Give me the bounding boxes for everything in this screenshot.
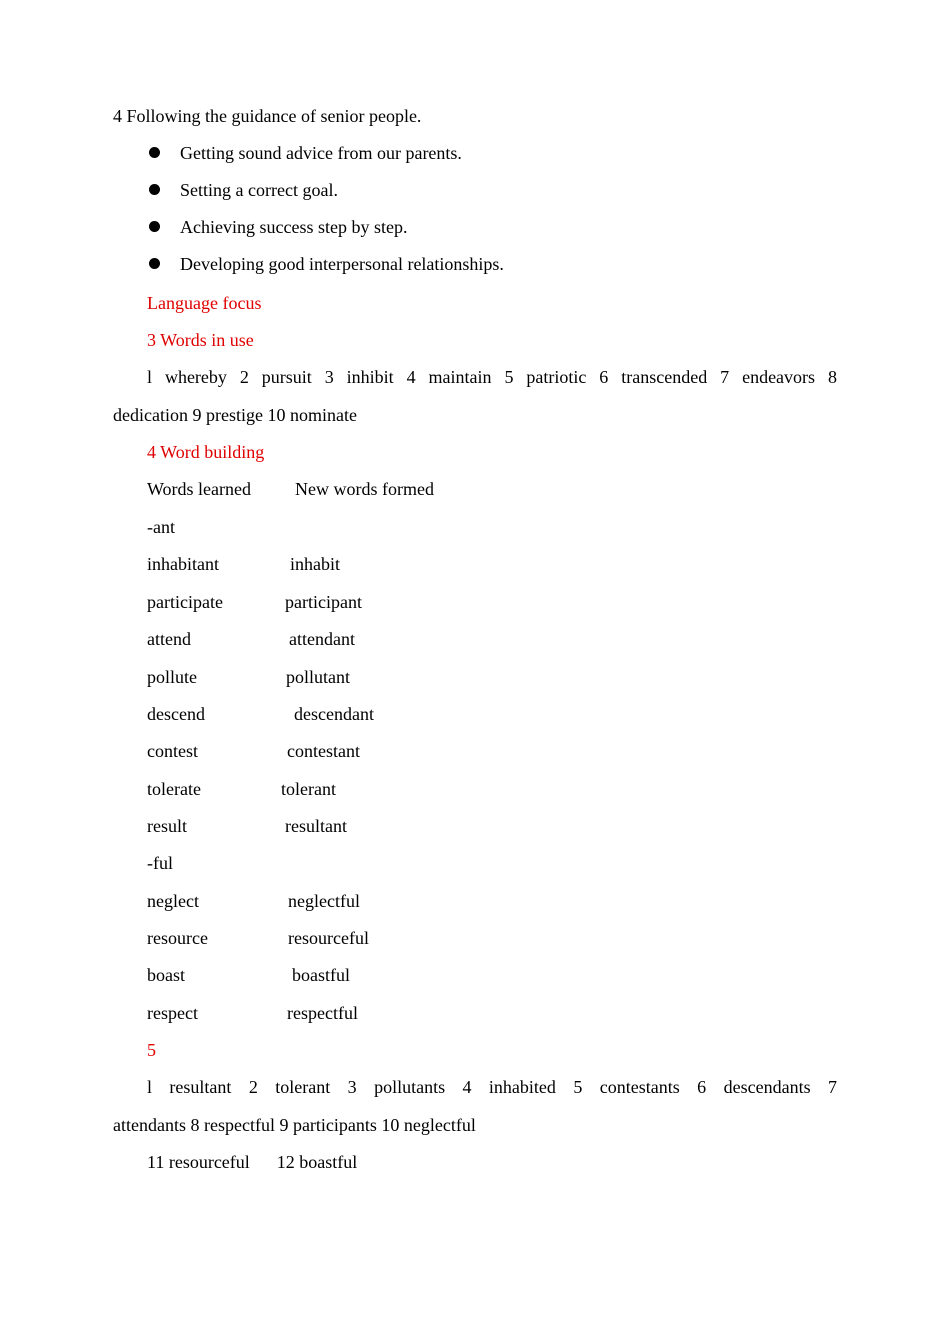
word-formed: respectful bbox=[287, 1003, 358, 1023]
word-learned: neglect bbox=[147, 891, 199, 911]
column-header-new-words: New words formed bbox=[295, 479, 434, 499]
word-learned: boast bbox=[147, 965, 185, 985]
word-formed: boastful bbox=[292, 965, 350, 985]
exercise-5-answers-line2: attendants 8 respectful 9 participants 10 neglectful bbox=[113, 1115, 476, 1135]
word-formed: participant bbox=[285, 592, 362, 612]
suffix-label-ant: -ant bbox=[147, 517, 175, 537]
word-learned: resource bbox=[147, 928, 208, 948]
word-learned: tolerate bbox=[147, 779, 201, 799]
bullet-dot-icon bbox=[149, 258, 160, 269]
word-learned: descend bbox=[147, 704, 205, 724]
bullet-text: Setting a correct goal. bbox=[180, 180, 338, 200]
words-in-use-answers-line1: l whereby 2 pursuit 3 inhibit 4 maintain 5 patriotic 6 transcended 7 endeavors 8 bbox=[147, 367, 837, 387]
word-formed: descendant bbox=[294, 704, 374, 724]
word-learned: respect bbox=[147, 1003, 198, 1023]
bullet-dot-icon bbox=[149, 184, 160, 195]
exercise-5-answers-line3: 11 resourceful 12 boastful bbox=[147, 1152, 358, 1172]
word-learned: inhabitant bbox=[147, 554, 219, 574]
word-formed: neglectful bbox=[288, 891, 360, 911]
words-in-use-heading: 3 Words in use bbox=[147, 330, 254, 350]
word-formed: pollutant bbox=[286, 667, 350, 687]
word-formed: tolerant bbox=[281, 779, 336, 799]
bullet-dot-icon bbox=[149, 147, 160, 158]
suffix-label-ful: -ful bbox=[147, 853, 173, 873]
bullet-text: Developing good interpersonal relationships. bbox=[180, 254, 504, 274]
word-formed: attendant bbox=[289, 629, 355, 649]
word-building-heading: 4 Word building bbox=[147, 442, 265, 462]
word-learned: attend bbox=[147, 629, 191, 649]
bullet-dot-icon bbox=[149, 221, 160, 232]
word-formed: inhabit bbox=[290, 554, 340, 574]
word-learned: pollute bbox=[147, 667, 197, 687]
bullet-text: Achieving success step by step. bbox=[180, 217, 408, 237]
bullet-text: Getting sound advice from our parents. bbox=[180, 143, 462, 163]
column-header-words-learned: Words learned bbox=[147, 479, 252, 499]
word-learned: result bbox=[147, 816, 187, 836]
words-in-use-answers-line2: dedication 9 prestige 10 nominate bbox=[113, 405, 357, 425]
language-focus-heading: Language focus bbox=[147, 293, 262, 313]
word-learned: participate bbox=[147, 592, 223, 612]
section-heading-4: 4 Following the guidance of senior people. bbox=[113, 106, 422, 126]
word-formed: resultant bbox=[285, 816, 347, 836]
word-learned: contest bbox=[147, 741, 198, 761]
exercise-5-answers-line1: l resultant 2 tolerant 3 pollutants 4 inhabited 5 contestants 6 descendants 7 bbox=[147, 1077, 837, 1097]
word-formed: contestant bbox=[287, 741, 360, 761]
exercise-5-heading: 5 bbox=[147, 1040, 156, 1060]
word-formed: resourceful bbox=[288, 928, 369, 948]
